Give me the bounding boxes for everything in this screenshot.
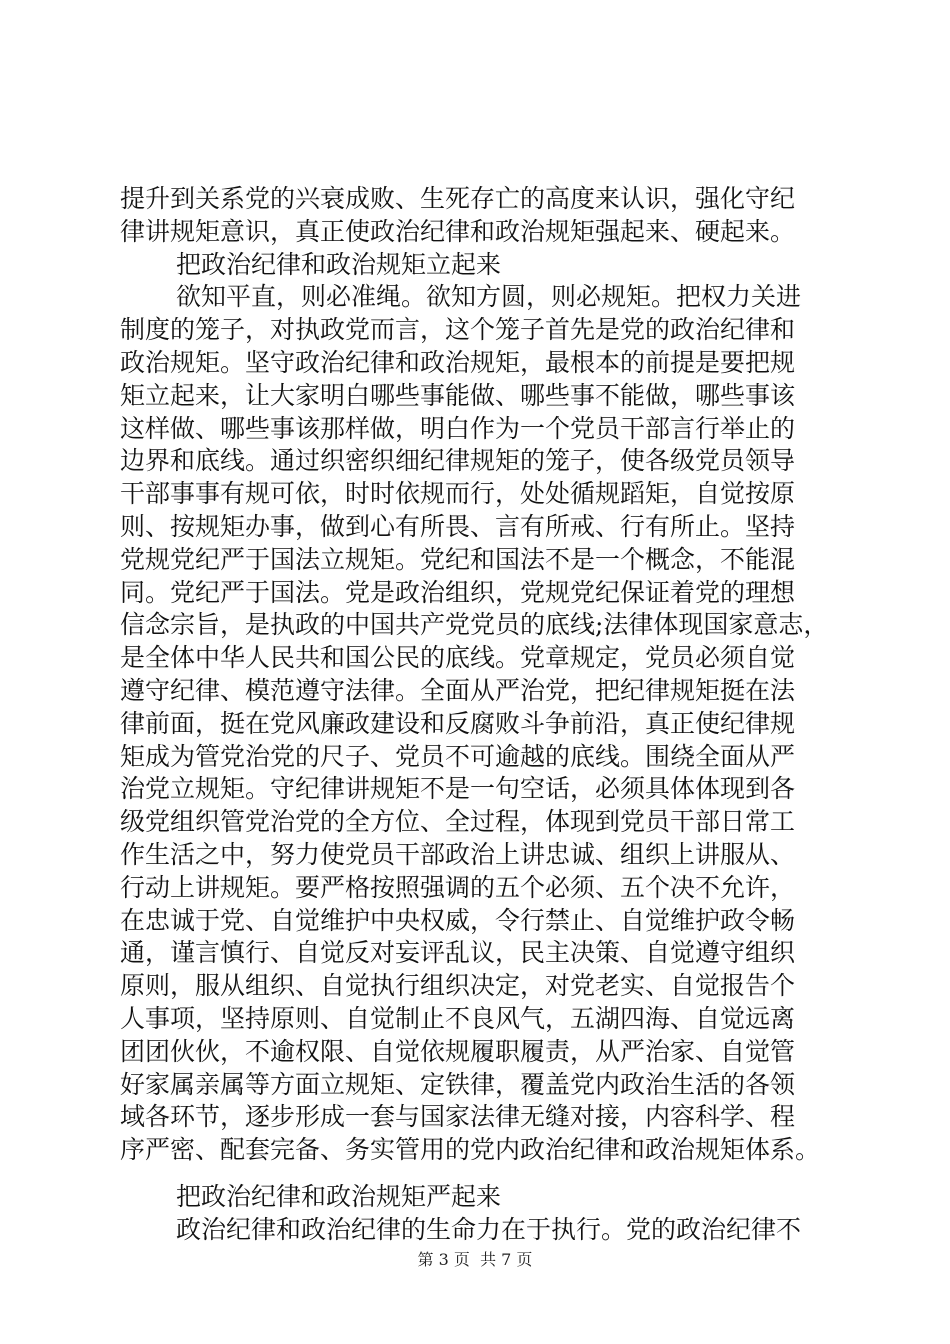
text-line: 治党立规矩。守纪律讲规矩不是一句空话，必须具体体现到各 xyxy=(120,774,796,804)
paragraph-first-line: 政治纪律和政治纪律的生命力在于执行。党的政治纪律不 xyxy=(176,1214,802,1244)
text-line: 提升到关系党的兴衰成败、生死存亡的高度来认识，强化守纪 xyxy=(120,184,796,213)
text-line: 律前面，挺在党风廉政建设和反腐败斗争前沿，真正使纪律规 xyxy=(120,708,796,738)
text-line: 律讲规矩意识，真正使政治纪律和政治规矩强起来、硬起来。 xyxy=(120,216,796,246)
text-line: 同。党纪严于国法。党是政治组织，党规党纪保证着党的理想 xyxy=(120,577,796,607)
section-heading: 把政治纪律和政治规矩严起来 xyxy=(176,1181,502,1211)
text-line: 通，谨言慎行、自觉反对妄评乱议，民主决策、自觉遵守组织 xyxy=(120,938,796,968)
text-line: 人事项，坚持原则、自觉制止不良风气，五湖四海、自觉远离 xyxy=(120,1003,796,1033)
text-line: 这样做、哪些事该那样做，明白作为一个党员干部言行举止的 xyxy=(120,413,796,443)
text-line: 在忠诚于党、自觉维护中央权威，令行禁止、自觉维护政令畅 xyxy=(120,905,796,935)
text-line: 党规党纪严于国法立规矩。党纪和国法不是一个概念，不能混 xyxy=(120,544,796,574)
text-line: 边界和底线。通过织密织细纪律规矩的笼子，使各级党员领导 xyxy=(120,446,796,476)
text-line: 原则，服从组织、自觉执行组织决定，对党老实、自觉报告个 xyxy=(120,971,796,1001)
text-line: 信念宗旨，是执政的中国共产党党员的底线;法律体现国家意志， xyxy=(120,610,829,640)
text-line: 好家属亲属等方面立规矩、定铁律，覆盖党内政治生活的各领 xyxy=(120,1069,796,1099)
text-line: 遵守纪律、模范遵守法律。全面从严治党，把纪律规矩挺在法 xyxy=(120,675,796,705)
text-line: 团团伙伙，不逾权限、自觉依规履职履责，从严治家、自觉管 xyxy=(120,1036,796,1066)
paragraph-first-line: 欲知平直，则必准绳。欲知方圆，则必规矩。把权力关进 xyxy=(176,282,802,312)
text-line: 则、按规矩办事，做到心有所畏、言有所戒、行有所止。坚持 xyxy=(120,511,796,541)
page-number-footer: 第 3 页 共 7 页 xyxy=(417,1250,533,1269)
text-line: 级党组织管党治党的全方位、全过程，体现到党员干部日常工 xyxy=(120,807,796,837)
text-line: 制度的笼子，对执政党而言，这个笼子首先是党的政治纪律和 xyxy=(120,315,796,345)
text-line: 序严密、配套完备、务实管用的党内政治纪律和政治规矩体系。 xyxy=(120,1135,821,1165)
text-line: 域各环节，逐步形成一套与国家法律无缝对接，内容科学、程 xyxy=(120,1102,796,1132)
document-body xyxy=(120,183,830,1247)
text-line: 矩成为管党治党的尺子、党员不可逾越的底线。围绕全面从严 xyxy=(120,741,796,771)
text-line: 矩立起来，让大家明白哪些事能做、哪些事不能做，哪些事该 xyxy=(120,380,796,410)
paragraph-gap xyxy=(120,1167,830,1181)
text-line: 干部事事有规可依，时时依规而行，处处循规蹈矩，自觉按原 xyxy=(120,479,796,509)
text-line: 政治规矩。坚守政治纪律和政治规矩，最根本的前提是要把规 xyxy=(120,347,796,377)
text-line: 行动上讲规矩。要严格按照强调的五个必须、五个决不允许， xyxy=(120,872,796,902)
text-line: 是全体中华人民共和国公民的底线。党章规定，党员必须自觉 xyxy=(120,643,796,673)
section-heading: 把政治纪律和政治规矩立起来 xyxy=(176,249,502,279)
text-line: 作生活之中，努力使党员干部政治上讲忠诚、组织上讲服从、 xyxy=(120,839,796,869)
